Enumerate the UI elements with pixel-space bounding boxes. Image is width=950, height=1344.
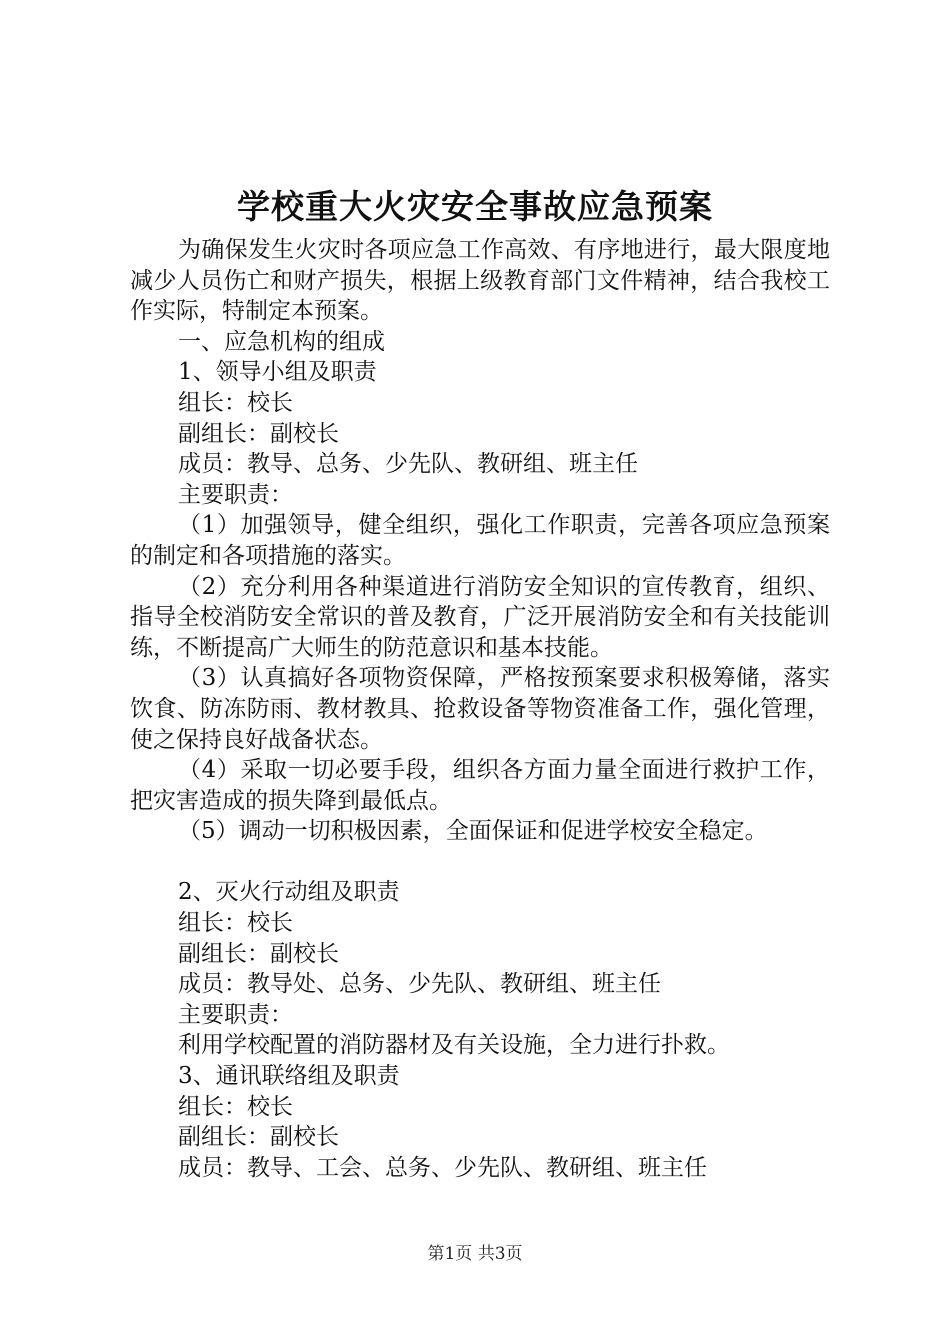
group1-members: 成员：教导、总务、少先队、教研组、班主任 (178, 451, 638, 478)
page-footer: 第1页 共3页 (427, 1244, 523, 1264)
intro-paragraph: 为确保发生火灾时各项应急工作高效、有序地进行，最大限度地减少人员伤亡和财产损失，根据上级教育部门文件精神，结合我校工作实际，特制定本预案。 (130, 237, 830, 325)
group1-duty-2: （2）充分利用各种渠道进行消防安全知识的宣传教育，组织、指导全校消防安全常识的普及教育，广泛开展消防安全和有关技能训练，不断提高广大师生的防范意识和基本技能。 (130, 573, 830, 661)
group2-duty: 利用学校配置的消防器材及有关设施，全力进行扑救。 (178, 1032, 730, 1059)
group2-duties-label: 主要职责： (178, 1001, 293, 1028)
group1-duty-1: （1）加强领导，健全组织，强化工作职责，完善各项应急预案的制定和各项措施的落实。 (130, 512, 830, 569)
group1-duty-3: （3）认真搞好各项物资保障，严格按预案要求积极筹储，落实饮食、防冻防雨、教材教具、抢救设备等物资准备工作，强化管理，使之保持良好战备状态。 (130, 665, 830, 753)
group2-members: 成员：教导处、总务、少先队、教研组、班主任 (178, 971, 661, 998)
group3-leader: 组长：校长 (178, 1093, 293, 1120)
group1-heading: 1、领导小组及职责 (178, 359, 377, 386)
group2-leader: 组长：校长 (178, 910, 293, 937)
group1-duty-4: （4）采取一切必要手段，组织各方面力量全面进行救护工作，把灾害造成的损失降到最低点。 (130, 757, 830, 814)
group3-deputy: 副组长：副校长 (178, 1124, 339, 1151)
group1-deputy: 副组长：副校长 (178, 420, 339, 447)
group2-heading: 2、灭火行动组及职责 (178, 879, 400, 906)
document-body (130, 235, 830, 1183)
group1-duty-5: （5）调动一切积极因素，全面保证和促进学校安全稳定。 (178, 818, 768, 845)
group1-duties-label: 主要职责： (178, 481, 293, 508)
group3-members: 成员：教导、工会、总务、少先队、教研组、班主任 (178, 1154, 707, 1181)
group3-heading: 3、通讯联络组及职责 (178, 1063, 400, 1090)
section-heading: 一、应急机构的组成 (178, 328, 385, 355)
paragraph-spacer (130, 847, 830, 878)
group2-deputy: 副组长：副校长 (178, 940, 339, 967)
group1-leader: 组长：校长 (178, 389, 293, 416)
document-title: 学校重大火灾安全事故应急预案 (237, 187, 713, 226)
